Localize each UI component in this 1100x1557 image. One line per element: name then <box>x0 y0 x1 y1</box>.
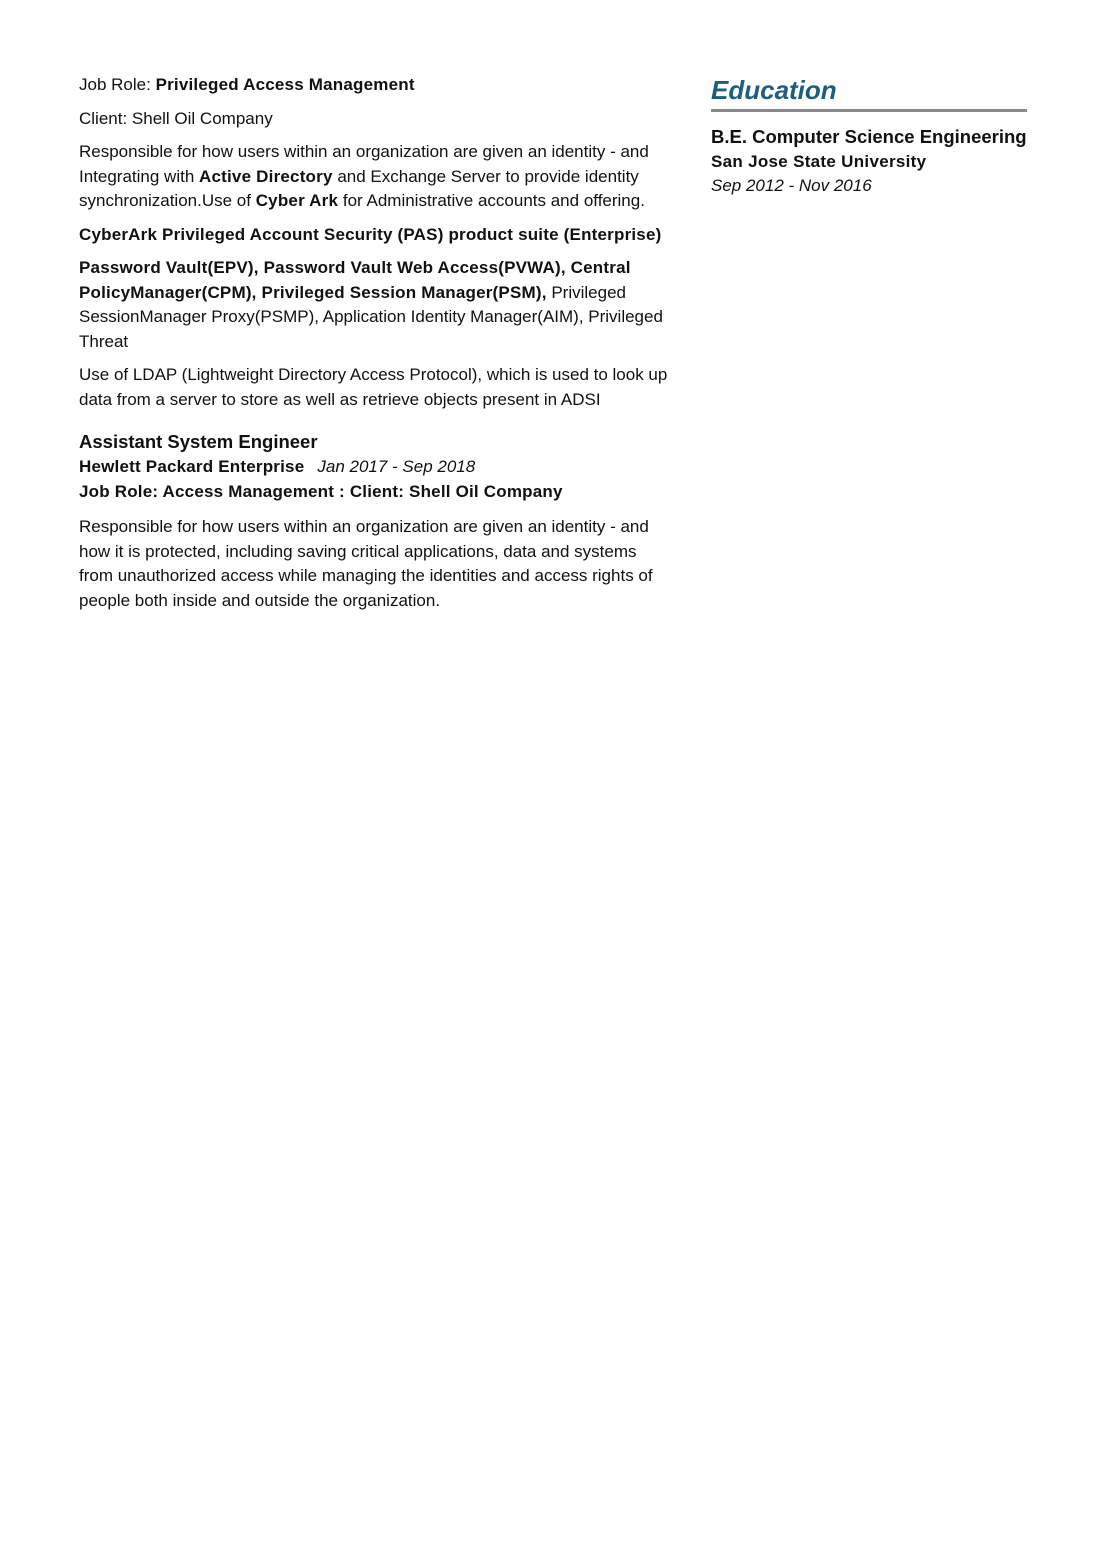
ldap-paragraph: Use of LDAP (Lightweight Directory Access Protocol), which is used to look up data from a server to store as well as retrieve objects present in ADSI <box>79 365 668 409</box>
components-paragraph <box>79 256 669 354</box>
education-column <box>711 73 1027 197</box>
client-line: Client: Shell Oil Company <box>79 108 273 128</box>
job-role-line <box>79 73 669 98</box>
education-dates: Sep 2012 - Nov 2016 <box>711 176 872 195</box>
job-title: Assistant System Engineer <box>79 431 318 452</box>
desc-part-2: and Exchange Server to provide identity synchronization.Use of <box>79 166 639 210</box>
job-role-value: Privileged Access Management <box>155 75 415 94</box>
responsibility-paragraph <box>79 140 669 214</box>
product-suite: CyberArk Privileged Account Security (PAS) product suite (Enterprise) <box>79 224 662 244</box>
degree: B.E. Computer Science Engineering <box>711 126 1027 147</box>
desc-part-1: Responsible for how users within an organization are given an identity - and Integrating with <box>79 142 649 186</box>
school-name: San Jose State University <box>711 152 927 171</box>
components-bold: Password Vault(EPV), Password Vault Web Access(PVWA), Central PolicyManager(CPM), Privileged Session Manager(PSM), <box>79 258 631 302</box>
company-line <box>79 455 669 480</box>
experience-column <box>79 73 669 613</box>
job-description: Responsible for how users within an organization are given an identity - and how it is protected, including saving critical applications, data and systems from unauthorized access while managing the identities and access rights of people both inside and outside the organization. <box>79 517 653 610</box>
components-plain: Privileged SessionManager Proxy(PSMP), Application Identity Manager(AIM), Privileged Threat <box>79 282 663 351</box>
desc-bold-cyber-ark: Cyber Ark <box>255 191 339 210</box>
job-role-label: Job Role: <box>79 75 151 94</box>
company-name: Hewlett Packard Enterprise <box>79 457 305 476</box>
employment-dates: Jan 2017 - Sep 2018 <box>317 457 476 476</box>
desc-bold-active-directory: Active Directory <box>199 166 333 186</box>
job-role-client-line: Job Role: Access Management : Client: Shell Oil Company <box>79 481 563 501</box>
desc-part-3: for Administrative accounts and offering. <box>338 191 645 210</box>
education-heading: Education <box>711 73 1027 112</box>
